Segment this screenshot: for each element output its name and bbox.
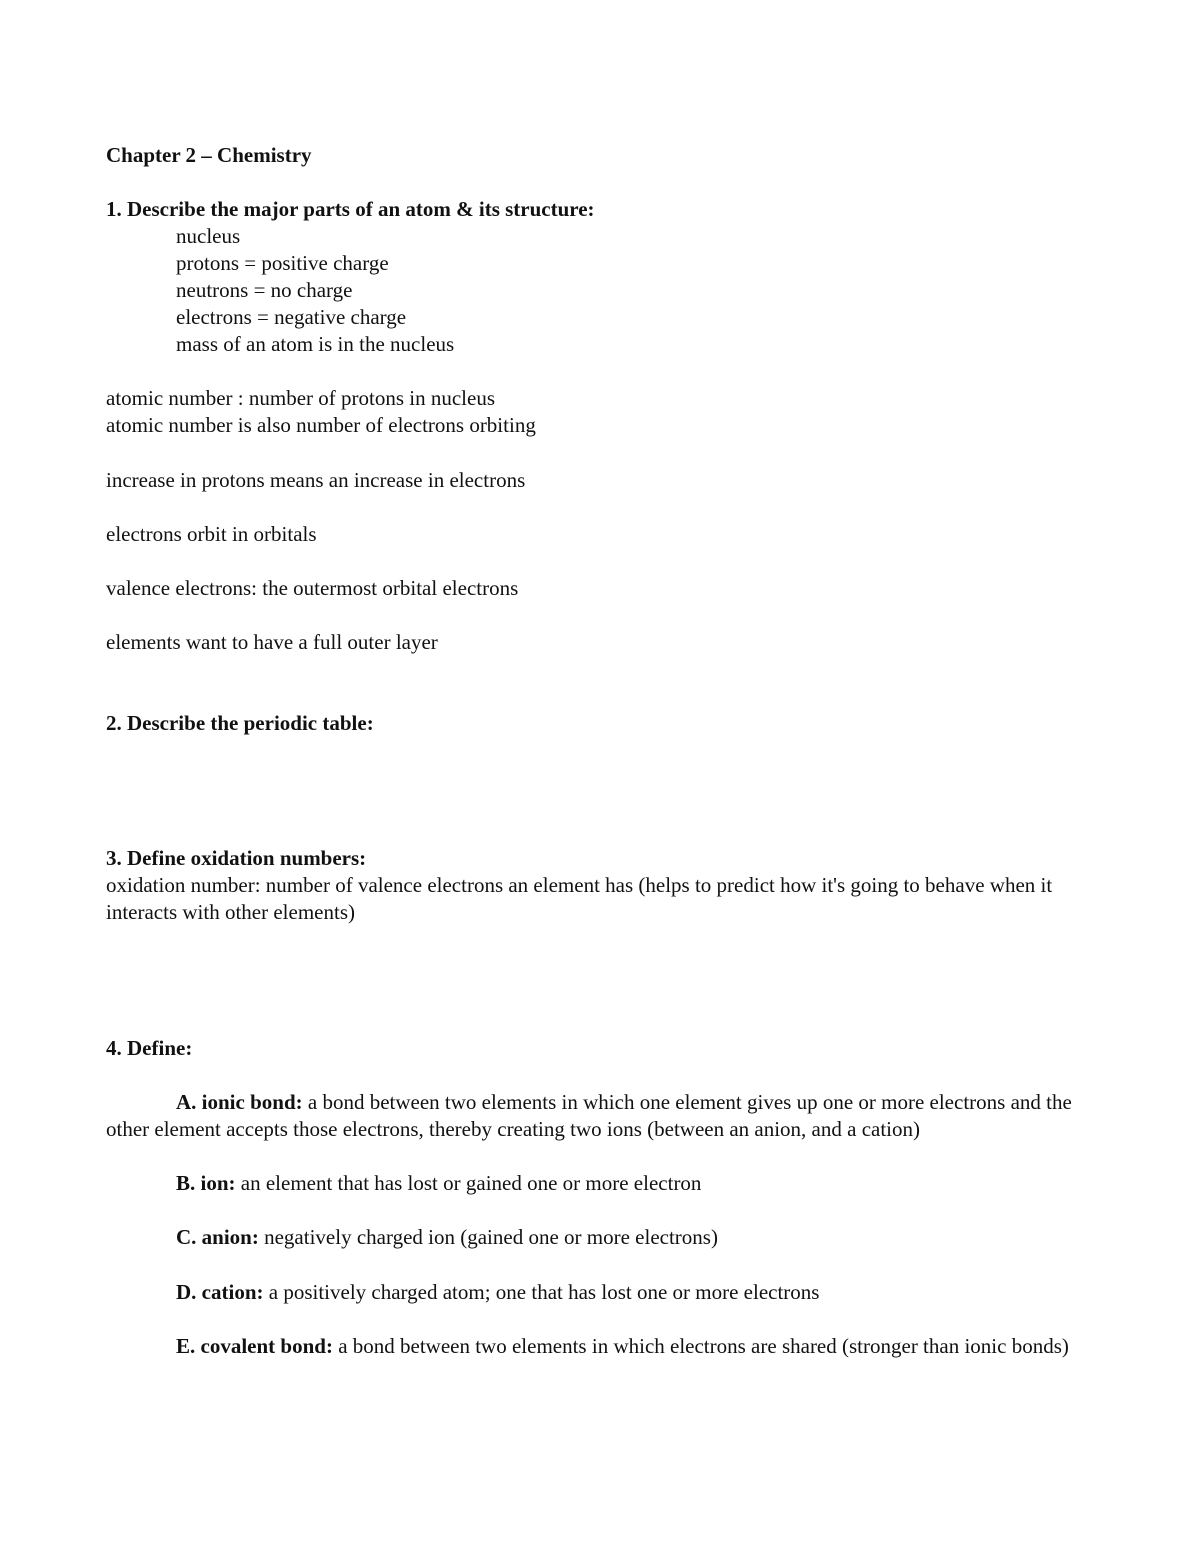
- q1-item: mass of an atom is in the nucleus: [176, 332, 455, 356]
- page-title: Chapter 2 – Chemistry: [106, 143, 312, 167]
- definition-cation: [106, 1279, 1116, 1306]
- q1-note: atomic number is also number of electrons orbiting: [106, 413, 536, 437]
- definition-anion: [106, 1224, 1116, 1251]
- q1-note: electrons orbit in orbitals: [106, 522, 317, 546]
- q1-note: increase in protons means an increase in electrons: [106, 468, 526, 492]
- definition-term: B. ion:: [176, 1171, 236, 1195]
- question-2-heading: 2. Describe the periodic table:: [106, 711, 374, 735]
- definition-text: negatively charged ion (gained one or more electrons): [258, 1225, 718, 1249]
- q1-note: elements want to have a full outer layer: [106, 630, 438, 654]
- q1-item: neutrons = no charge: [176, 278, 353, 302]
- definition-term: E. covalent bond:: [176, 1334, 333, 1358]
- definition-text: a bond between two elements in which one element gives up one or more electrons and the other element accepts those electrons, thereby creating two ions (between an anion, and a cation): [106, 1090, 1072, 1141]
- definition-term: C. anion:: [176, 1225, 259, 1249]
- definition-text: a positively charged atom; one that has lost one or more electrons: [263, 1280, 820, 1304]
- q1-note: atomic number : number of protons in nucleus: [106, 386, 496, 410]
- q1-item: protons = positive charge: [176, 251, 389, 275]
- question-4-heading: 4. Define:: [106, 1036, 193, 1060]
- definition-ionic-bond: [106, 1089, 1116, 1143]
- question-3-heading: 3. Define oxidation numbers:: [106, 846, 367, 870]
- definition-ion: [106, 1170, 1116, 1197]
- q3-answer: oxidation number: number of valence electrons an element has (helps to predict how it's going to behave when it interacts with other elements): [106, 873, 1053, 924]
- q1-note: valence electrons: the outermost orbital electrons: [106, 576, 519, 600]
- q1-item: nucleus: [176, 224, 241, 248]
- definition-covalent-bond: [106, 1333, 1116, 1360]
- question-1-heading: 1. Describe the major parts of an atom & its structure:: [106, 197, 595, 221]
- definition-text: a bond between two elements in which electrons are shared (stronger than ionic bonds): [332, 1334, 1069, 1358]
- q1-item: electrons = negative charge: [176, 305, 407, 329]
- definition-text: an element that has lost or gained one or more electron: [235, 1171, 702, 1195]
- definition-term: A. ionic bond:: [176, 1090, 303, 1114]
- definition-term: D. cation:: [176, 1280, 264, 1304]
